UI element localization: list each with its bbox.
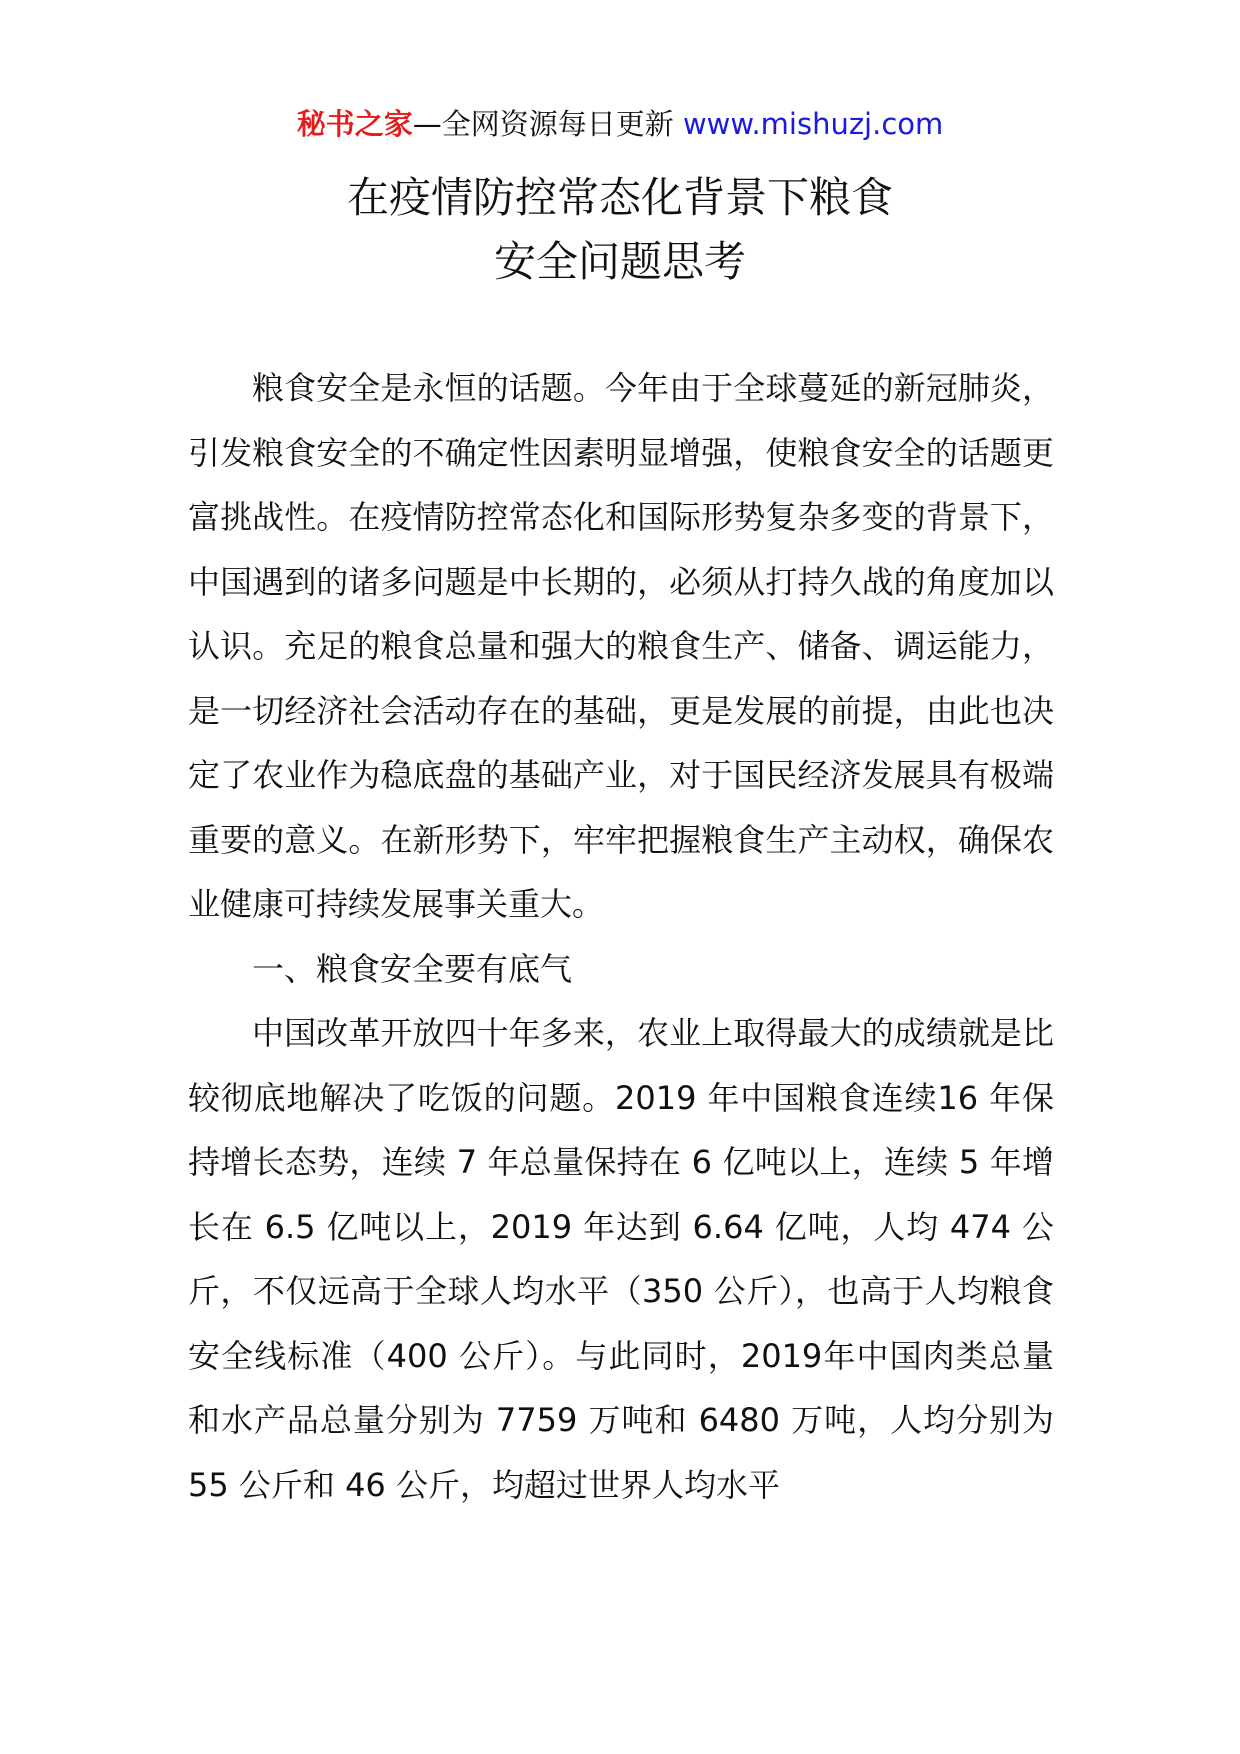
- title-line-1: 在疫情防控常态化背景下粮食: [346, 173, 893, 222]
- paragraph-intro: 粮食安全是永恒的话题。今年由于全球蔓延的新冠肺炎，引发粮食安全的不确定性因素明显增强，使粮食安全的话题更富挑战性。在疫情防控常态化和国际形势复杂多变的背景下，中国遇到的诸多问题是中长期的，必须从打持久战的角度加以认识。充足的粮食总量和强大的粮食生产、储备、调运能力，是一切经济社会活动存在的基础，更是发展的前提，由此也决定了农业作为稳底盘的基础产业，对于国民经济发展具有极端重要的意义。在新形势下，牢牢把握粮食生产主动权，确保农业健康可持续发展事关重大。: [188, 369, 1054, 923]
- document-body: [188, 356, 1054, 1517]
- site-brand: 秘书之家: [296, 107, 413, 141]
- site-url-link[interactable]: www.mishuzj.com: [682, 107, 944, 141]
- site-header: [0, 104, 1240, 144]
- title-line-2: 安全问题思考: [493, 237, 746, 286]
- site-tagline: —全网资源每日更新: [412, 107, 674, 141]
- paragraph-section-1: 中国改革开放四十年多来，农业上取得最大的成绩就是比较彻底地解决了吃饭的问题。2019 年中国粮食连续16 年保持增长态势，连续 7 年总量保持在 6 亿吨以上，连续 5 年增长在 6.5 亿吨以上，2019 年达到 6.64 亿吨，人均 474 公斤，不仅远高于全球人均水平（350 公斤），也高于人均粮食安全线标准（400 公斤）。与此同时，2019年中国肉类总量和水产品总量分别为 7759 万吨和 6480 万吨，人均分别为 55 公斤和 46 公斤，均超过世界人均水平: [188, 1014, 1054, 1504]
- document-title: [0, 166, 1240, 294]
- section-heading-1: 一、粮食安全要有底气: [252, 949, 573, 988]
